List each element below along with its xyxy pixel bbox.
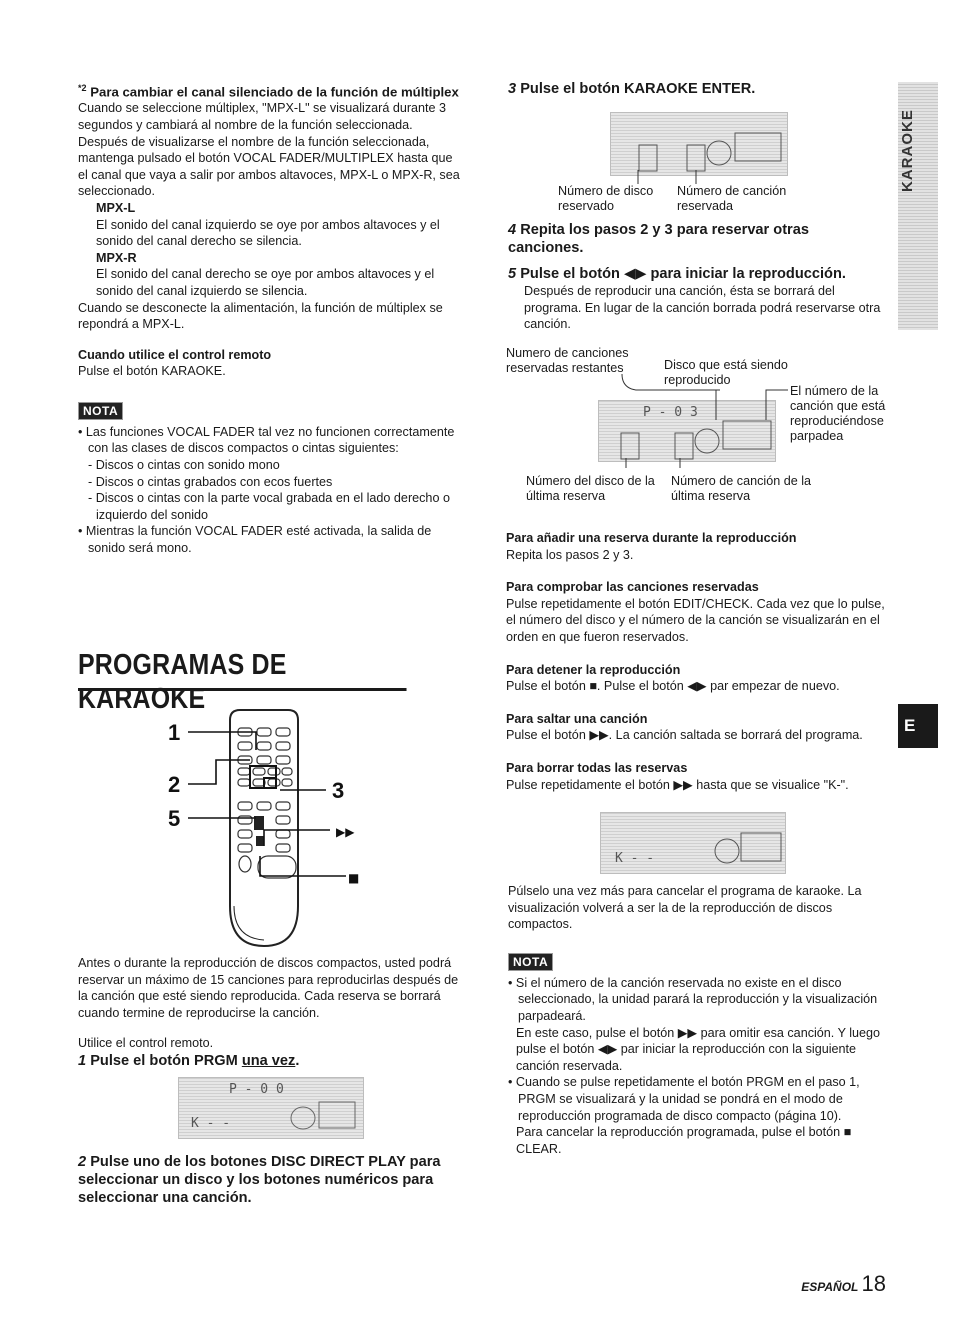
nota-right-item-cont: Para cancelar la reproducción programada, pulse el botón ■ CLEAR. (516, 1125, 852, 1156)
step-1: 1 Pulse el botón PRGM una vez. (78, 1052, 300, 1069)
left-column-bottom (78, 955, 460, 1070)
check-title: Para comprobar las canciones reservadas (506, 580, 759, 595)
remote-title: Cuando utilice el control remoto (78, 347, 272, 362)
label-disc-reserved: Número de disco reservado (558, 184, 654, 213)
clear-title: Para borrar todas las reservas (506, 760, 688, 775)
remote-control-illustration (160, 706, 380, 956)
step-3: 3 Pulse el botón KARAOKE ENTER. (508, 81, 756, 97)
label-song-reserved: Número de canción reservada (677, 184, 787, 213)
callout-stop: ■ (348, 871, 360, 885)
nota-right-item: • Cuando se pulse repetidamente el botón PRGM en el paso 1, PRGM se visualizará y la unidad se pondrá en el modo de reproducción programada de disco compacto (página 10). (508, 1075, 860, 1123)
karaoke-side-tab (898, 82, 938, 330)
clear-body: Pulse repetidamente el botón ▶▶ hasta que se visualice "K-". (506, 777, 849, 792)
language-tab: E (898, 704, 938, 748)
lcd-clear (600, 812, 786, 874)
label-playing-disc: Disco que está siendo reproducido (664, 358, 788, 387)
use-remote-text: Utilice el control remoto. (78, 1036, 214, 1051)
mpxr-label: MPX-R (96, 250, 137, 265)
callout-2: 2 (168, 772, 181, 797)
lcd-clear-text: K - - (615, 851, 655, 866)
cancel-body: Púlselo una vez más para cancelar el programa de karaoke. La visualización volverá a ser la de la reproducción de discos compactos. (508, 884, 862, 932)
callout-3: 3 (332, 778, 345, 803)
nota-right (508, 953, 890, 1158)
intro-text: Antes o durante la reproducción de discos compactos, usted podrá reservar un máximo de 15 canciones para reproducirlas después de la canción que esté siendo reproducida. Cada reserva se borrará cuando termine de reproducirse la canción. (78, 956, 459, 1020)
callout-5: 5 (168, 806, 181, 831)
mpxl-label: MPX-L (96, 200, 136, 215)
nota-left-item: • Las funciones VOCAL FADER tal vez no funcionen correctamente con las clases de discos compactos o cintas siguientes: (78, 424, 455, 456)
nota-left-item: • Mientras la función VOCAL FADER esté activada, la salida de sonido será mono. (78, 524, 432, 556)
lcd-step1 (178, 1077, 364, 1139)
karaoke-tab-label: KARAOKE (899, 109, 916, 192)
callout-skip: ▶▶ (336, 825, 355, 839)
right-subsections (506, 530, 888, 793)
label-remaining: Numero de canciones reservadas restantes (506, 346, 629, 375)
page-number: 18 (861, 1271, 886, 1296)
nota-right-item-cont: En este caso, pulse el botón ▶▶ para omitir esa canción. Y luego pulse el botón ◀▶ par iniciar la reproducción con la siguiente canción reservada. (516, 1025, 881, 1073)
step-2: 2 Pulse uno de los botones DISC DIRECT PLAY para seleccionar un disco y los botones numéricos para seleccionar una canción. (78, 1154, 441, 1206)
skip-title: Para saltar una canción (506, 711, 648, 726)
lcd-step1-top: P - 0 0 (229, 1082, 284, 1097)
mpxl-body: El sonido del canal izquierdo se oye por ambos altavoces y el sonido del canal derecho se silencia. (96, 217, 440, 249)
step-4: 4 Repita los pasos 2 y 3 para reservar otras canciones. (508, 222, 809, 256)
power-off-note: Cuando se desconecte la alimentación, la función de múltiplex se repondrá a MPX-L. (78, 300, 443, 332)
multiplex-title: $^{*2}$ Para cambiar el canal silenciado de la función de múltiplex (78, 83, 459, 100)
page-footer (801, 1271, 886, 1296)
skip-body: Pulse el botón ▶▶. La canción saltada se borrará del programa. (506, 728, 863, 743)
lcd-step3 (610, 112, 788, 176)
lcd-step5-top: P - 0 3 (643, 405, 698, 420)
step-5: 5 Pulse el botón ◀▶ para iniciar la reproducción. (508, 266, 846, 282)
nota-left (78, 402, 460, 557)
stop-body: Pulse el botón ■. Pulse el botón ◀▶ par empezar de nuevo. (506, 679, 840, 694)
lcd-step3-icons (619, 127, 785, 173)
label-last-disc: Número del disco de la última reserva (526, 474, 655, 503)
add-title: Para añadir una reserva durante la reproducción (506, 531, 797, 545)
remote-body: Pulse el botón KARAOKE. (78, 364, 226, 379)
nota-badge-right: NOTA (508, 953, 553, 971)
nota-badge: NOTA (78, 402, 123, 420)
nota-right-item: • Si el número de la canción reservada no existe en el disco seleccionado, la unidad parará la reproducción y la visualización parpadeará. (508, 975, 878, 1023)
step-5-body: Después de reproducir una canción, ésta se borrará del programa. En lugar de la canción borrada podrá reservarse otra canción. (524, 284, 881, 332)
diagram-leaders (596, 370, 796, 470)
label-blinking-song: El número de la canción que está reproduciéndose parpadea (790, 384, 886, 443)
left-column-top (78, 80, 460, 557)
right-bottom (508, 883, 890, 1157)
nota-dash-item: - Discos o cintas grabados con ecos fuertes (88, 474, 333, 489)
multiplex-body: Cuando se seleccione múltiplex, "MPX-L" se visualizará durante 3 segundos y cambiará al nombre de la función seleccionada. Después de visualizarse el nombre de la función seleccionada, mantenga pulsado el botón VOCAL FADER/MULTIPLEX hasta que el canal que vaya a salir por ambos altavoces, MPX-L o MPX-R, sea seleccionado. (78, 101, 460, 199)
footer-language: ESPAÑOL (801, 1280, 859, 1294)
lcd-step1-bottom: K - - (191, 1116, 231, 1131)
lcd-clear-icons (709, 827, 783, 867)
lcd-disc-icon (287, 1096, 359, 1134)
nota-dash-item: - Discos o cintas con la parte vocal grabada en el lado derecho o izquierdo del sonido (88, 491, 450, 522)
stop-title: Para detener la reproducción (506, 662, 681, 677)
section-title: PROGRAMAS DE KARAOKE (78, 648, 407, 691)
add-body: Repita los pasos 2 y 3. (506, 547, 634, 562)
check-body: Pulse repetidamente el botón EDIT/CHECK. Cada vez que lo pulse, el número del disco y el número de la canción se visualizarán en el orden en que fueron reservados. (506, 596, 885, 644)
nota-dash-item: - Discos o cintas con sonido mono (88, 458, 280, 473)
callout-1: 1 (168, 720, 181, 745)
mpxr-body: El sonido del canal derecho se oye por ambos altavoces y el sonido del canal izquierdo se silencia. (96, 267, 435, 298)
label-last-song: Número de canción de la última reserva (671, 474, 812, 503)
steps-4-5 (508, 221, 888, 333)
